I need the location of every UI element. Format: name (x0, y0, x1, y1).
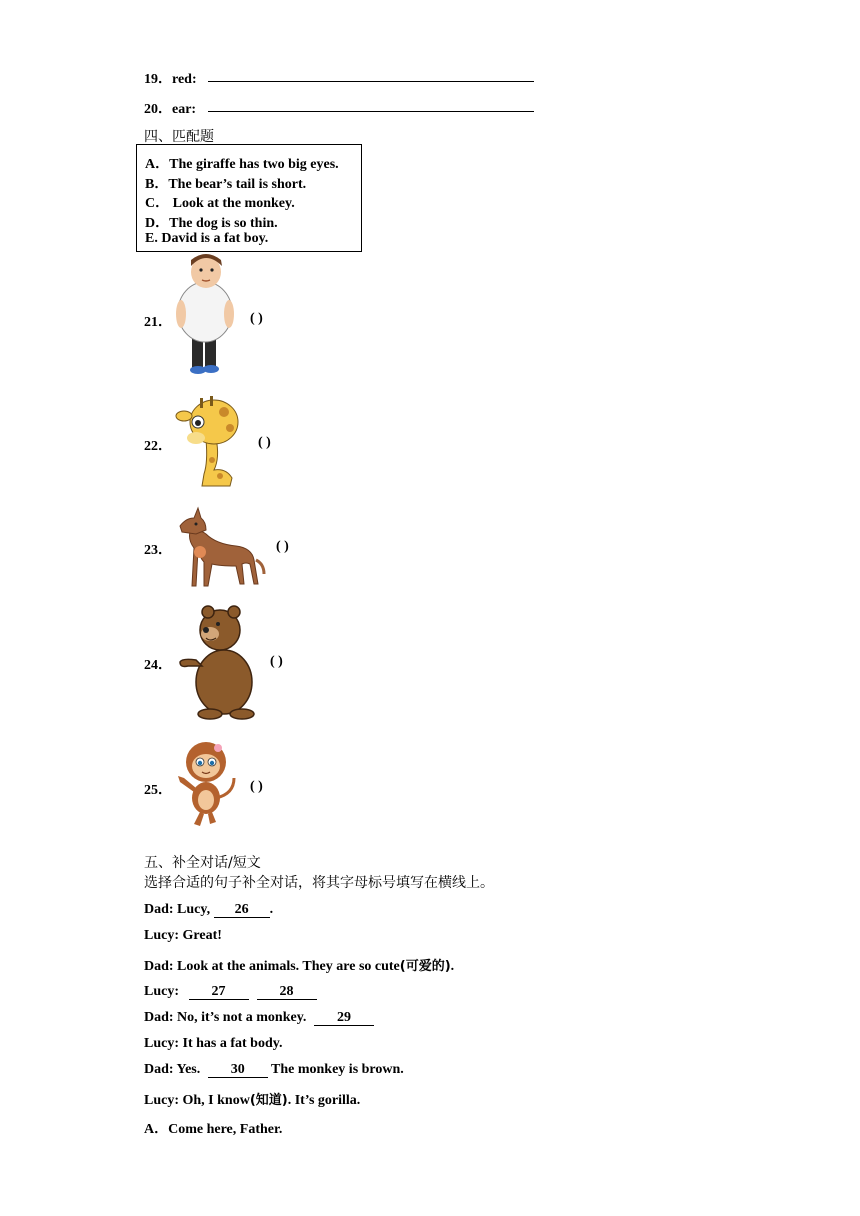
blank-29[interactable]: 29 (314, 1010, 374, 1026)
dialogue-line-4: Lucy: 27 28 (144, 984, 317, 1000)
blank-30[interactable]: 30 (208, 1062, 268, 1078)
item-21-blank[interactable]: ( ) (250, 311, 263, 326)
option-c: C． Look at the monkey. (145, 196, 295, 211)
option-b: B．The bear’s tail is short. (145, 177, 307, 192)
dialogue-line-2: Lucy: Great! (144, 928, 222, 943)
item-21-number: 21． (144, 315, 172, 330)
options-box (136, 144, 362, 252)
blank-28[interactable]: 28 (257, 984, 317, 1000)
monkey-image (172, 734, 240, 828)
dialogue-line-1: Dad: Lucy, 26 . (144, 902, 274, 917)
bear-image (176, 602, 260, 720)
answer-line-19[interactable] (208, 81, 534, 82)
choice-a: A．Come here, Father. (144, 1122, 283, 1137)
dialogue-line-8: Lucy: Oh, I know(知道). It’s gorilla. (144, 1093, 361, 1108)
blank-26[interactable]: 26 (214, 902, 270, 918)
question-19: 19．red: (144, 72, 197, 87)
answer-line-20[interactable] (208, 111, 534, 112)
item-24-blank[interactable]: ( ) (270, 654, 283, 669)
blank-27[interactable]: 27 (189, 984, 249, 1000)
dog-image (176, 504, 266, 590)
item-25-blank[interactable]: ( ) (250, 779, 263, 794)
item-22-number: 22． (144, 439, 172, 454)
item-23-blank[interactable]: ( ) (276, 539, 289, 554)
dialogue-line-7: Dad: Yes. 30 The monkey is brown. (144, 1062, 404, 1077)
dialogue-line-5: Dad: No, it’s not a monkey. 29 (144, 1010, 374, 1026)
fat-boy-image (172, 252, 242, 380)
option-e: E. David is a fat boy. (145, 231, 269, 246)
item-23-number: 23． (144, 543, 172, 558)
item-22-blank[interactable]: ( ) (258, 435, 271, 450)
item-24-number: 24． (144, 658, 172, 673)
section-5-instruction: 选择合适的句子补全对话，将其字母标号填写在横线上。 (144, 875, 494, 891)
dialogue-line-6: Lucy: It has a fat body. (144, 1036, 283, 1051)
question-20: 20．ear: (144, 102, 197, 117)
giraffe-image (174, 396, 244, 488)
option-d: D．The dog is so thin. (145, 216, 278, 231)
section-5-title: 五、补全对话/短文 (144, 855, 261, 871)
option-a: A．The giraffe has two big eyes. (145, 157, 339, 172)
section-4-title: 四、匹配题 (144, 129, 214, 145)
item-25-number: 25． (144, 783, 172, 798)
dialogue-line-3: Dad: Look at the animals. They are so cute(可爱的). (144, 959, 455, 974)
